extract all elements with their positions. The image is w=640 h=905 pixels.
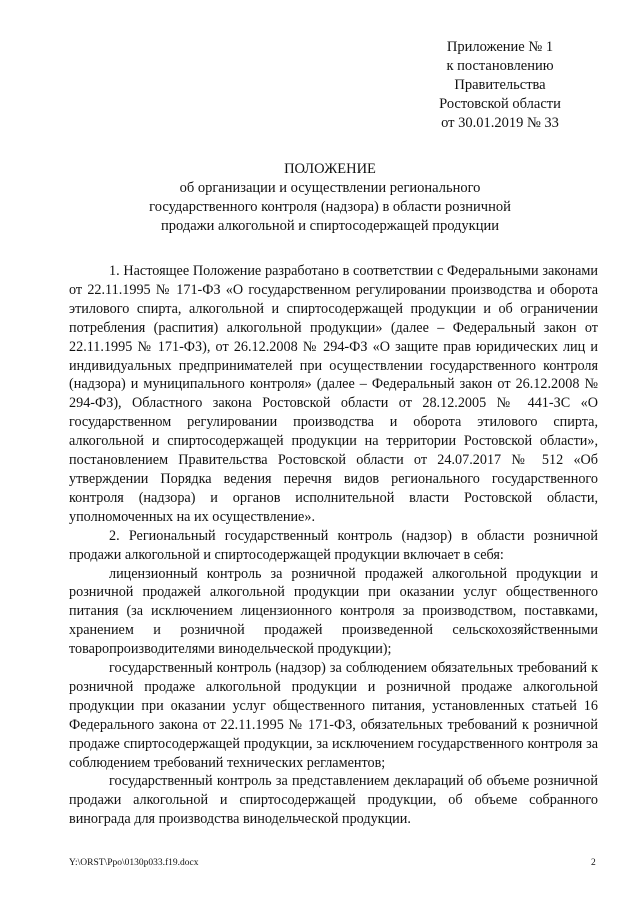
appendix-line: Ростовской области: [439, 96, 561, 112]
footer-page-number: 2: [591, 858, 596, 868]
appendix-line: Правительства: [454, 77, 546, 93]
appendix-line: от 30.01.2019 № 33: [441, 115, 559, 131]
paragraph-5: государственный контроль за представлением деклараций об объеме розничной продажи алкогольной и спиртосодержащей продукции, об объеме собранного винограда для производства винодельческой продукции.: [69, 773, 598, 828]
paragraph-1: 1. Настоящее Положение разработано в соответствии с Федеральными законами от 22.11.1995 № 171-ФЗ «О государственном регулировании производства и оборота этилового спирта, алкогольной и спиртосодержащей продукции и об ограничении потребления (распития) алкогольной продукции» (далее – Федеральный закон от 22.11.1995 № 171-ФЗ), от 26.12.2008 № 294-ФЗ «О защите прав юридических лиц и индивидуальных предпринимателей при осуществлении государственного контроля (надзора) и муниципального контроля» (далее – Федеральный закон от 26.12.2008 № 294-ФЗ), Областного закона Ростовской области от 28.12.2005 № 441-ЗС «О государственном регулировании производства и оборота этилового спирта, алкогольной и спиртосодержащей продукции на территории Ростовской области», постановлением Правительства Ростовской области от 24.07.2017 № 512 «Об утверждении Порядка ведения перечня видов регионального государственного контроля (надзора) и органов исполнительной власти Ростовской области, уполномоченных на их осуществление».: [69, 263, 598, 525]
appendix-line: к постановлению: [446, 58, 554, 74]
title-heading: ПОЛОЖЕНИЕ: [284, 161, 376, 177]
paragraph-4: государственный контроль (надзор) за соблюдением обязательных требований к розничной продаже алкогольной продукции и розничной продаже алкогольной продукции при оказании услуг общественного питания, установленных статьей 16 Федерального закона от 22.11.1995 № 171-ФЗ, обязательных требований к розничной продаже спиртосодержащей продукции, за исключением государственного контроля за соблюдением требований технических регламентов;: [69, 660, 598, 771]
document-body: [69, 262, 598, 829]
document-title: [80, 160, 580, 236]
footer-file-path: Y:\ORST\Ppo\0130p033.f19.docx: [69, 858, 199, 868]
title-line: продажи алкогольной и спиртосодержащей продукции: [160, 218, 500, 234]
paragraph-2: 2. Региональный государственный контроль (надзор) в области розничной продажи алкогольной и спиртосодержащей продукции включает в себя:: [69, 527, 598, 563]
paragraph-3: лицензионный контроль за розничной продажей алкогольной продукции и розничной продажей алкогольной продукции при оказании услуг общественного питания (за исключением лицензионного контроля за производством, поставками, хранением и розничной продажей произведенной сельскохозяйственными товаропроизводителями винодельческой продукции);: [69, 565, 598, 658]
title-line: об организации и осуществлении регионального: [179, 180, 481, 196]
appendix-header: [420, 38, 580, 133]
title-line: государственного контроля (надзора) в области розничной: [149, 199, 511, 215]
appendix-line: Приложение № 1: [446, 39, 554, 55]
